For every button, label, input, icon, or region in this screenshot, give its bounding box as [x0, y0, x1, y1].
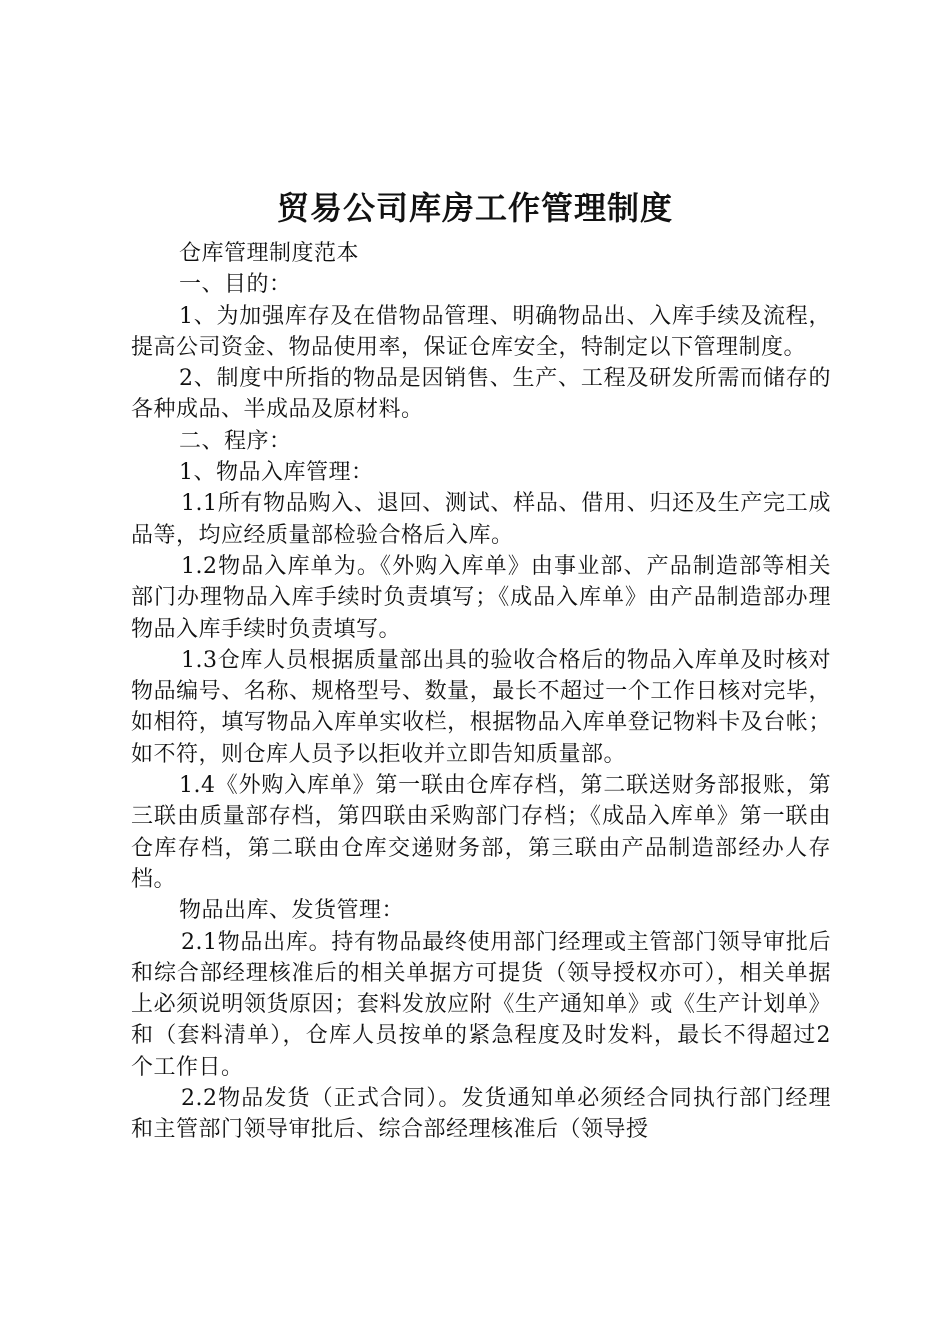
paragraph-1-2: 1.2物品入库单为。《外购入库单》由事业部、产品制造部等相关部门办理物品入库手续时负责填写；《成品入库单》由产品制造部办理物品入库手续时负责填写。 [131, 553, 831, 642]
document-body [131, 238, 831, 1146]
paragraph-2-1: 2.1物品出库。持有物品最终使用部门经理或主管部门领导审批后和综合部经理核准后的相关单据方可提货（领导授权亦可），相关单据上必须说明领货原因；套料发放应附《生产通知单》或《生产计划单》和（套料清单），仓库人员按单的紧急程度及时发料，最长不得超过2个工作日。 [131, 929, 831, 1080]
paragraph-1-1: 1.1所有物品购入、退回、测试、样品、借用、归还及生产完工成品等，均应经质量部检验合格后入库。 [131, 491, 831, 548]
document-title: 贸易公司库房工作管理制度 [276, 189, 673, 227]
paragraph-2-2: 2.2物品发货（正式合同）。发货通知单必须经合同执行部门经理和主管部门领导审批后、综合部经理核准后（领导授 [131, 1086, 831, 1143]
section-heading-purpose: 一、目的： [179, 272, 292, 298]
paragraph-1-3: 1.3仓库人员根据质量部出具的验收合格后的物品入库单及时核对物品编号、名称、规格型号、数量，最长不超过一个工作日核对完毕，如相符，填写物品入库单实收栏，根据物品入库单登记物料卡及台帐；如不符，则仓库人员予以拒收并立即告知质量部。 [131, 647, 831, 767]
paragraph-purpose-1: 1、为加强库存及在借物品管理、明确物品出、入库手续及流程，提高公司资金、物品使用率，保证仓库安全，特制定以下管理制度。 [131, 303, 831, 360]
subsection-heading-outbound: 物品出库、发货管理： [179, 898, 405, 924]
subsection-heading-inbound: 1、物品入库管理： [179, 460, 374, 486]
paragraph-purpose-2: 2、制度中所指的物品是因销售、生产、工程及研发所需而储存的各种成品、半成品及原材料。 [131, 366, 831, 423]
paragraph-subtitle: 仓库管理制度范本 [179, 241, 360, 266]
paragraph-1-4: 1.4《外购入库单》第一联由仓库存档，第二联送财务部报账，第三联由质量部存档，第四联由采购部门存档；《成品入库单》第一联由仓库存档，第二联由仓库交递财务部，第三联由产品制造部经办人存档。 [131, 773, 831, 892]
section-heading-procedure: 二、程序： [179, 428, 292, 454]
